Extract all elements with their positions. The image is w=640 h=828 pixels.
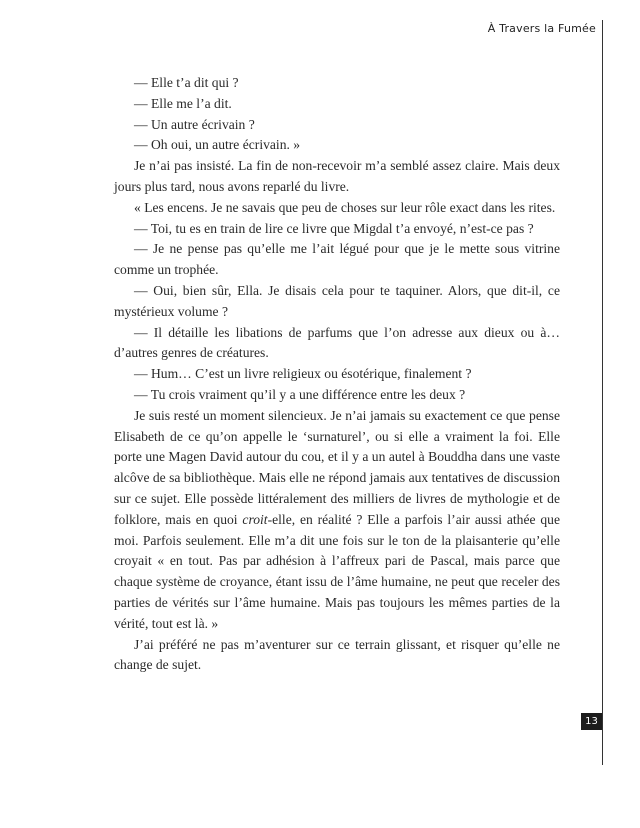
paragraph: — Tu crois vraiment qu’il y a une différence entre les deux ? xyxy=(134,386,466,402)
paragraph xyxy=(114,406,560,635)
paragraph: — Elle t’a dit qui ? xyxy=(134,75,239,90)
paragraph-text-before-emphasis: Je suis resté un moment silencieux. Je n’ai jamais su exactement ce que pense Elisabeth de ce qu’on appelle le ‘surnaturel’, ou si elle a vraiment la foi. Elle porte une Magen David autour du cou, et il y a un autel à Bouddha dans une vaste alcôve de sa bibliothèque. Mais elle ne répond jamais aux tentatives de discussion sur ce sujet. Elle possède littéralement des milliers de livres de mythologie et de folklore, mais en quoi xyxy=(114,407,560,527)
paragraph: « Les encens. Je ne savais que peu de choses sur leur rôle exact dans les rites. xyxy=(134,199,556,215)
paragraph: — Toi, tu es en train de lire ce livre que Migdal t’a envoyé, n’est-ce pas ? xyxy=(134,220,534,236)
paragraph: — Oui, bien sûr, Ella. Je disais cela pour te taquiner. Alors, que dit-il, ce mystérieux volume ? xyxy=(114,282,560,319)
paragraph: J’ai préféré ne pas m’aventurer sur ce terrain glissant, et risquer qu’elle ne change de sujet. xyxy=(114,636,560,673)
paragraph: — Je ne pense pas qu’elle me l’ait légué pour que je le mette sous vitrine comme un trophée. xyxy=(114,241,560,278)
paragraph: — Elle me l’a dit. xyxy=(134,95,232,111)
margin-rule xyxy=(602,20,603,765)
body-text xyxy=(114,73,560,676)
paragraph: Je n’ai pas insisté. La fin de non-recevoir m’a semblé assez claire. Mais deux jours plus tard, nous avons reparlé du livre. xyxy=(114,158,560,194)
paragraph: — Oh oui, un autre écrivain. » xyxy=(134,137,301,153)
paragraph: — Un autre écrivain ? xyxy=(134,116,255,132)
paragraph-text-after-emphasis: -elle, en réalité ? Elle a parfois l’air aussi athée que moi. Parfois seulement. Elle m’a dit une fois sur le ton de la plaisanterie qu’elle croyait « en tout. Pas par adhésion à l’affreux pari de Pascal, mais parce que chaque système de croyance, étant issu de l’âme humaine, ne peut que receler des parties de vérités sur l’âme humaine. Mais pas toujours les mêmes parties de la vérité, tout est là. » xyxy=(114,511,560,631)
page-number: 13 xyxy=(581,713,602,730)
paragraph: — Hum… C’est un livre religieux ou ésotérique, finalement ? xyxy=(134,366,472,382)
emphasized-word: croit xyxy=(242,511,268,527)
running-header-title: À Travers la Fumée xyxy=(487,22,596,35)
paragraph: — Il détaille les libations de parfums que l’on adresse aux dieux ou à… d’autres genres de créatures. xyxy=(114,324,560,361)
